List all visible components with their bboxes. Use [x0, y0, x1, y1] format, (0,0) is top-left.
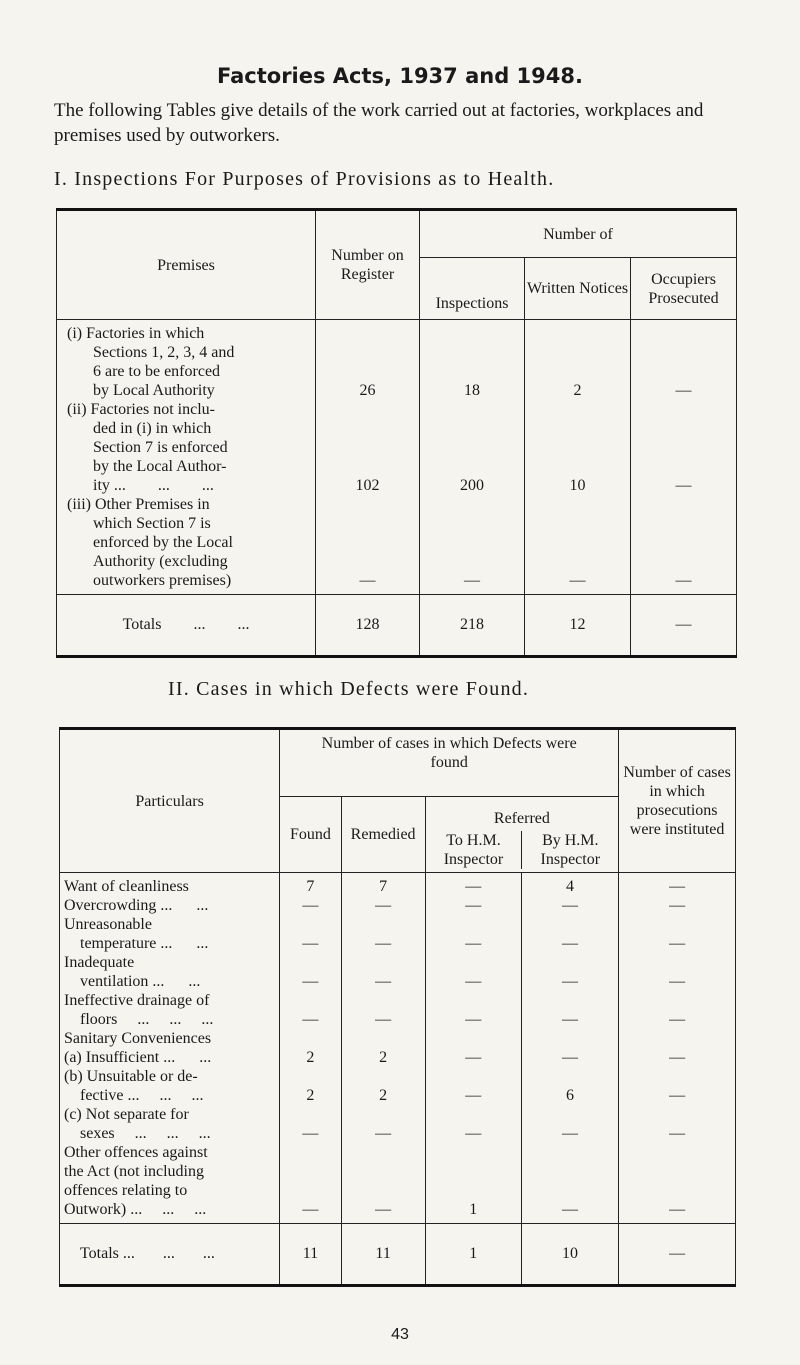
totals-found: 11: [280, 1224, 341, 1286]
label-line: outworkers premises): [93, 572, 232, 589]
page-number: 43: [391, 1326, 409, 1343]
to-hm-value: 1: [469, 1201, 478, 1218]
col-inspections: Inspections: [420, 258, 525, 320]
col-by-hm: By H.M. Inspector: [521, 831, 618, 869]
inspections-value: 200: [460, 477, 484, 494]
found-cell: [280, 873, 341, 1224]
remedied-value: —: [375, 1125, 392, 1142]
found-value: —: [302, 1125, 319, 1142]
totals-by-hm: 10: [521, 1224, 618, 1286]
found-value: —: [302, 935, 319, 952]
col-referred: [425, 797, 619, 873]
totals-remedied: 11: [341, 1224, 425, 1286]
by-hm-value: —: [562, 897, 579, 914]
label-line: floors ... ... ...: [80, 1011, 214, 1028]
register-cell: [316, 320, 420, 595]
prosecuted-value: —: [675, 382, 692, 399]
section-2-title: II. Cases in which Defects were Found.: [168, 678, 530, 700]
page-title: Factories Acts, 1937 and 1948.: [217, 64, 583, 88]
label-line: fective ... ... ...: [80, 1087, 204, 1104]
col-to-hm: To H.M. Inspector: [443, 831, 504, 868]
defects-totals-label: Totals ... ... ...: [60, 1224, 280, 1286]
col-number-of-cases: Number of cases in which Defects were found: [280, 729, 619, 797]
remedied-value: —: [375, 897, 392, 914]
remedied-value: 7: [379, 878, 388, 895]
row-want-cleanliness: Want of cleanliness: [64, 878, 189, 895]
prosecutions-value: —: [669, 1125, 686, 1142]
to-hm-value: —: [465, 897, 482, 914]
remedied-value: 2: [379, 1087, 388, 1104]
remedied-value: —: [375, 1011, 392, 1028]
by-hm-cell: [521, 873, 618, 1224]
totals-written: 12: [525, 595, 631, 657]
to-hm-value: —: [465, 935, 482, 952]
label-line: by the Local Author-: [93, 458, 227, 475]
to-hm-value: —: [465, 1125, 482, 1142]
remedied-value: —: [375, 973, 392, 990]
col-premises: Premises: [57, 210, 316, 320]
label-line: Sections 1, 2, 3, 4 and: [93, 344, 235, 361]
remedied-value: —: [375, 1201, 392, 1218]
written-notices-cell: [525, 320, 631, 595]
to-hm-value: —: [465, 1087, 482, 1104]
prosecutions-value: —: [669, 1087, 686, 1104]
label-line: offences relating to: [64, 1182, 188, 1199]
prosecutions-value: —: [669, 878, 686, 895]
label-line: (a) Insufficient ... ...: [64, 1049, 212, 1066]
label-line: Authority (excluding: [93, 553, 228, 570]
label-line: ventilation ... ...: [80, 973, 201, 990]
health-inspections-table: [56, 208, 737, 658]
totals-to-hm: 1: [425, 1224, 521, 1286]
col-particulars: Particulars: [60, 729, 280, 873]
prosecuted-value: —: [675, 477, 692, 494]
defects-table: [59, 727, 736, 1287]
label-line: (iii) Other Premises in: [67, 496, 210, 513]
to-hm-cell: [425, 873, 521, 1224]
by-hm-value: —: [562, 1201, 579, 1218]
col-number-of: Number of: [420, 210, 737, 258]
col-prosecutions: Number of cases in which prosecutions were instituted: [619, 729, 736, 873]
label-line: by Local Authority: [93, 382, 215, 399]
by-hm-value: —: [562, 1011, 579, 1028]
by-hm-value: 6: [566, 1087, 575, 1104]
particulars-cell: [60, 873, 280, 1224]
remedied-value: —: [375, 935, 392, 952]
premises-row-3: [67, 495, 309, 590]
to-hm-value: —: [465, 1011, 482, 1028]
col-found: Found: [280, 797, 341, 873]
premises-cell: [57, 320, 316, 595]
register-value: 102: [355, 477, 380, 494]
prosecutions-value: —: [669, 935, 686, 952]
to-hm-value: —: [465, 878, 482, 895]
row-temperature: Unreasonable: [64, 916, 152, 933]
by-hm-value: —: [562, 1125, 579, 1142]
register-value: —: [359, 572, 376, 589]
found-value: 7: [306, 878, 315, 895]
section-1-title: I. Inspections For Purposes of Provisions as to Health.: [54, 168, 555, 190]
written-value: 2: [573, 382, 582, 399]
by-hm-value: 4: [566, 878, 575, 895]
row-sanitary-c: (c) Not separate for: [64, 1106, 189, 1123]
row-sanitary-b: (b) Unsuitable or de-: [64, 1068, 198, 1085]
prosecutions-value: —: [669, 897, 686, 914]
totals-label: Totals ... ...: [57, 595, 316, 657]
label-line: 6 are to be enforced: [93, 363, 221, 380]
written-value: 10: [569, 477, 586, 494]
register-value: 26: [359, 382, 376, 399]
label-line: Outwork) ... ... ...: [64, 1201, 207, 1218]
remedied-value: 2: [379, 1049, 388, 1066]
found-value: —: [302, 1201, 319, 1218]
label-line: enforced by the Local: [93, 534, 233, 551]
prosecuted-value: —: [675, 572, 692, 589]
label-line: (ii) Factories not inclu-: [67, 401, 215, 418]
col-written-notices: Written Notices: [525, 258, 631, 320]
label-line: the Act (not including: [64, 1163, 204, 1180]
col-remedied: Remedied: [341, 797, 425, 873]
col-register: Number on Register: [316, 210, 420, 320]
label-line: ded in (i) in which: [93, 420, 212, 437]
label-line: (i) Factories in which: [67, 325, 205, 342]
inspections-value: 18: [464, 382, 480, 399]
totals-prosecutions: —: [619, 1224, 736, 1286]
prosecutions-value: —: [669, 1201, 686, 1218]
totals-prosecuted: —: [631, 595, 737, 657]
row-ventilation: Inadequate: [64, 954, 135, 971]
totals-inspections: 218: [420, 595, 525, 657]
totals-row: [57, 595, 737, 657]
inspections-cell: [420, 320, 525, 595]
row-drainage: Ineffective drainage of: [64, 992, 210, 1009]
row-overcrowding: Overcrowding ... ...: [64, 897, 209, 914]
by-hm-value: —: [562, 935, 579, 952]
by-hm-value: —: [562, 973, 579, 990]
defects-totals-row: [60, 1224, 736, 1286]
referred-label: Referred: [493, 809, 550, 827]
prosecutions-cell: [619, 873, 736, 1224]
to-hm-value: —: [465, 1049, 482, 1066]
found-value: —: [302, 1011, 319, 1028]
prosecuted-cell: [631, 320, 737, 595]
premises-row-1: [67, 324, 309, 400]
inspections-value: —: [464, 572, 480, 589]
intro-paragraph: The following Tables give details of the work carried out at factories, workplaces and premises used by outworkers.: [54, 100, 704, 146]
label-line: ity ... ... ...: [93, 477, 214, 494]
to-hm-value: —: [465, 973, 482, 990]
premises-row-2: [67, 400, 309, 495]
remedied-cell: [341, 873, 425, 1224]
found-value: —: [302, 973, 319, 990]
row-sanitary-a: Sanitary Conveniences: [64, 1030, 212, 1047]
by-hm-value: —: [562, 1049, 579, 1066]
row-other-offences: Other offences against: [64, 1144, 208, 1161]
totals-register: 128: [316, 595, 420, 657]
prosecutions-value: —: [669, 1049, 686, 1066]
prosecutions-value: —: [669, 1011, 686, 1028]
label-line: sexes ... ... ...: [80, 1125, 211, 1142]
label-line: temperature ... ...: [80, 935, 209, 952]
found-value: 2: [306, 1049, 315, 1066]
found-value: —: [302, 897, 319, 914]
label-line: Section 7 is enforced: [93, 439, 228, 456]
col-occupiers-prosecuted: Occupiers Prosecuted: [631, 258, 737, 320]
label-line: which Section 7 is: [93, 515, 211, 532]
found-value: 2: [306, 1087, 315, 1104]
prosecutions-value: —: [669, 973, 686, 990]
written-value: —: [569, 572, 586, 589]
